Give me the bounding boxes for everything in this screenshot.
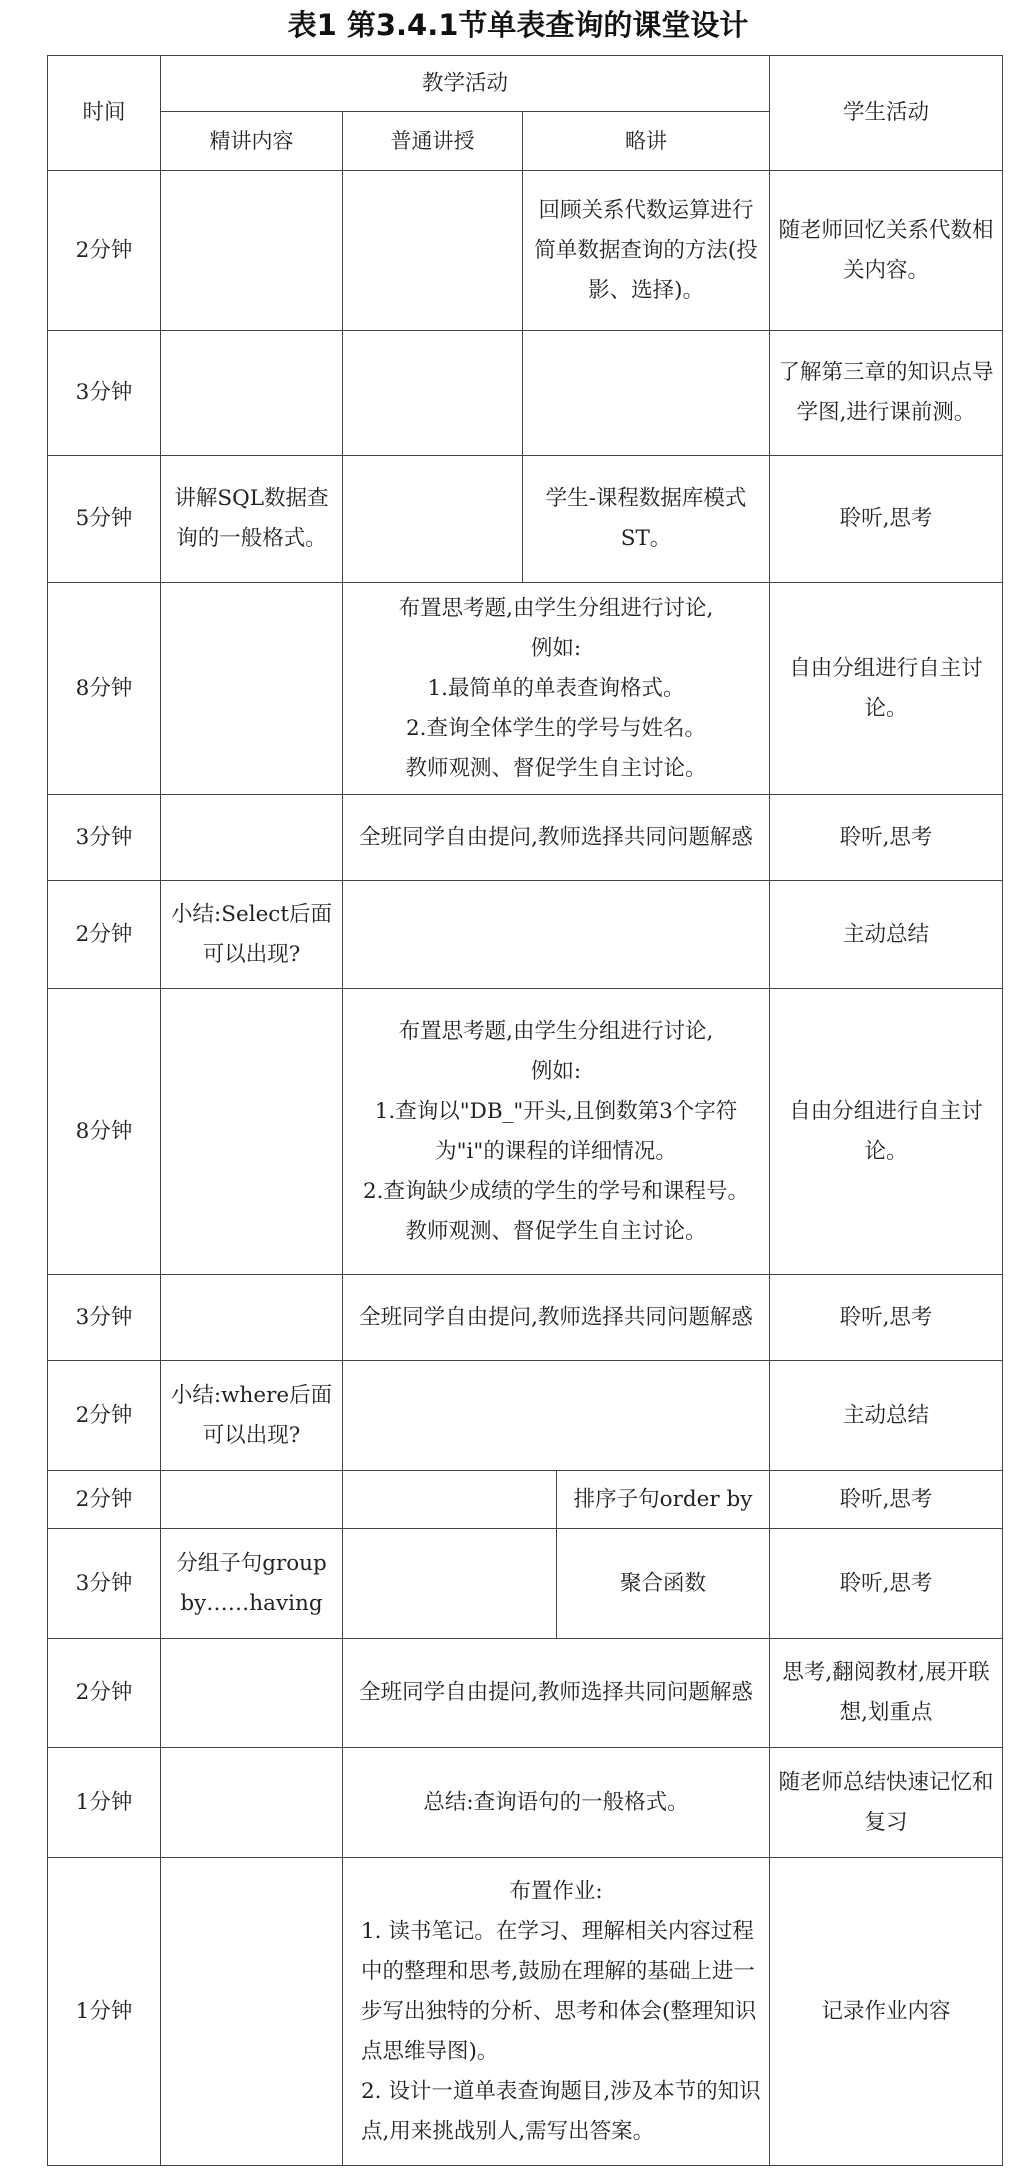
student-cell: 思考,翻阅教材,展开联想,划重点 xyxy=(770,1639,1003,1748)
student-cell: 聆听,思考 xyxy=(770,1275,1003,1361)
time-cell: 1分钟 xyxy=(48,1858,161,2166)
activity-line: 例如: xyxy=(530,1058,582,1084)
table-row xyxy=(48,171,1003,331)
header-regular: 普通讲授 xyxy=(343,112,523,171)
regular-cell xyxy=(343,1471,557,1529)
regular-cell xyxy=(343,456,523,583)
time-cell: 2分钟 xyxy=(48,1471,161,1529)
homework-title: 布置作业: xyxy=(509,1878,603,1904)
time-cell: 8分钟 xyxy=(48,989,161,1275)
time-cell: 2分钟 xyxy=(48,1361,161,1471)
merged-activity-cell xyxy=(343,989,770,1275)
activity-line: 2.查询缺少成绩的学生的学号和课程号。 xyxy=(363,1178,750,1204)
student-cell: 随老师总结快速记忆和复习 xyxy=(770,1748,1003,1858)
intensive-cell xyxy=(161,1275,343,1361)
regular-cell xyxy=(343,1529,557,1639)
time-cell: 5分钟 xyxy=(48,456,161,583)
intensive-cell: 讲解SQL数据查询的一般格式。 xyxy=(161,456,343,583)
activity-line: 2.查询全体学生的学号与姓名。 xyxy=(406,715,707,741)
activity-line: 布置思考题,由学生分组进行讨论, xyxy=(398,1018,714,1044)
intensive-cell xyxy=(161,1471,343,1529)
table-row xyxy=(48,795,1003,881)
merged-activity-cell: 全班同学自由提问,教师选择共同问题解惑 xyxy=(343,795,770,881)
brief-cell: 学生-课程数据库模式ST。 xyxy=(523,456,770,583)
activity-line: 例如: xyxy=(530,635,582,661)
activity-line: 布置思考题,由学生分组进行讨论, xyxy=(398,595,714,621)
header-row xyxy=(48,56,1003,112)
time-cell: 2分钟 xyxy=(48,1639,161,1748)
activity-line: 教师观测、督促学生自主讨论。 xyxy=(405,755,707,781)
time-cell: 3分钟 xyxy=(48,1529,161,1639)
time-cell: 3分钟 xyxy=(48,795,161,881)
table-row xyxy=(48,456,1003,583)
student-cell: 主动总结 xyxy=(770,1361,1003,1471)
intensive-cell: 小结:Select后面可以出现? xyxy=(161,881,343,989)
table-row xyxy=(48,331,1003,456)
table-row xyxy=(48,1748,1003,1858)
time-cell: 2分钟 xyxy=(48,881,161,989)
header-intensive: 精讲内容 xyxy=(161,112,343,171)
time-cell: 1分钟 xyxy=(48,1748,161,1858)
intensive-cell: 小结:where后面可以出现? xyxy=(161,1361,343,1471)
table-row xyxy=(48,1529,1003,1639)
student-cell: 聆听,思考 xyxy=(770,795,1003,881)
intensive-cell xyxy=(161,1858,343,2166)
student-cell: 自由分组进行自主讨论。 xyxy=(770,583,1003,795)
homework-item: 2. 设计一道单表查询题目,涉及本节的知识点,用来挑战别人,需写出答案。 xyxy=(361,2078,761,2144)
brief-cell xyxy=(523,331,770,456)
intensive-cell xyxy=(161,331,343,456)
intensive-cell: 分组子句group by……having xyxy=(161,1529,343,1639)
student-cell: 聆听,思考 xyxy=(770,456,1003,583)
intensive-cell xyxy=(161,989,343,1275)
student-cell: 记录作业内容 xyxy=(770,1858,1003,2166)
header-teaching-activities: 教学活动 xyxy=(161,56,770,112)
table-row xyxy=(48,1471,1003,1529)
table-row xyxy=(48,1639,1003,1748)
time-cell: 3分钟 xyxy=(48,1275,161,1361)
merged-activity-cell xyxy=(343,1361,770,1471)
table-row xyxy=(48,881,1003,989)
time-cell: 8分钟 xyxy=(48,583,161,795)
time-cell: 2分钟 xyxy=(48,171,161,331)
merged-activity-cell: 全班同学自由提问,教师选择共同问题解惑 xyxy=(343,1275,770,1361)
table-row xyxy=(48,989,1003,1275)
intensive-cell xyxy=(161,795,343,881)
merged-activity-cell: 总结:查询语句的一般格式。 xyxy=(343,1748,770,1858)
homework-item: 1. 读书笔记。在学习、理解相关内容过程中的整理和思考,鼓励在理解的基础上进一步写出独特的分析、思考和体会(整理知识点思维导图)。 xyxy=(361,1918,757,2064)
lesson-design-table xyxy=(47,55,1003,2166)
activity-line: 1.查询以"DB_"开头,且倒数第3个字符为"i"的课程的详细情况。 xyxy=(374,1098,738,1164)
brief-cell: 回顾关系代数运算进行简单数据查询的方法(投影、选择)。 xyxy=(523,171,770,331)
student-cell: 聆听,思考 xyxy=(770,1529,1003,1639)
activity-line: 教师观测、督促学生自主讨论。 xyxy=(405,1218,707,1244)
intensive-cell xyxy=(161,1748,343,1858)
student-cell: 随老师回忆关系代数相关内容。 xyxy=(770,171,1003,331)
merged-activity-cell xyxy=(343,583,770,795)
merged-activity-cell xyxy=(343,881,770,989)
regular-cell xyxy=(343,171,523,331)
regular-cell xyxy=(343,331,523,456)
homework-cell xyxy=(343,1858,770,2166)
merged-activity-cell: 全班同学自由提问,教师选择共同问题解惑 xyxy=(343,1639,770,1748)
student-cell: 了解第三章的知识点导学图,进行课前测。 xyxy=(770,331,1003,456)
brief-cell: 聚合函数 xyxy=(557,1529,770,1639)
table-title: 表1 第3.4.1节单表查询的课堂设计 xyxy=(287,8,749,42)
intensive-cell xyxy=(161,171,343,331)
intensive-cell xyxy=(161,1639,343,1748)
activity-line: 1.最简单的单表查询格式。 xyxy=(427,675,685,701)
header-student-activities: 学生活动 xyxy=(770,56,1003,171)
brief-cell: 排序子句order by xyxy=(557,1471,770,1529)
student-cell: 自由分组进行自主讨论。 xyxy=(770,989,1003,1275)
table-row xyxy=(48,583,1003,795)
header-time: 时间 xyxy=(48,56,161,171)
student-cell: 聆听,思考 xyxy=(770,1471,1003,1529)
time-cell: 3分钟 xyxy=(48,331,161,456)
header-brief: 略讲 xyxy=(523,112,770,171)
table-row xyxy=(48,1361,1003,1471)
intensive-cell xyxy=(161,583,343,795)
table-row xyxy=(48,1275,1003,1361)
student-cell: 主动总结 xyxy=(770,881,1003,989)
table-row xyxy=(48,1858,1003,2166)
